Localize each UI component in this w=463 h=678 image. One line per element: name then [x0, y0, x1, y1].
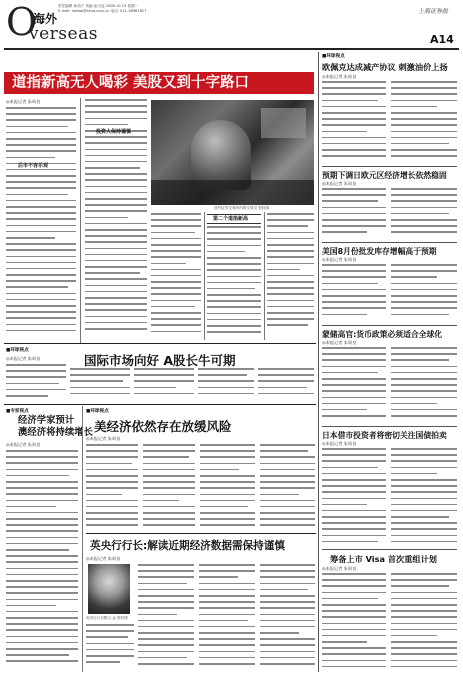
- right-headline-5: 日本借市投资者将密切关注国债拍卖: [322, 431, 447, 440]
- right-rule-5: [322, 549, 457, 550]
- lower-left-divider: [82, 406, 83, 672]
- lead-subhead-1: 后市不容乐观: [18, 163, 49, 169]
- right-story-1-col-b: [391, 81, 457, 163]
- right-byline-6: ◎本报记者 朱周良: [322, 566, 357, 571]
- right-headline-1: 欧佩克达成减产协议 刺激油价上扬: [322, 62, 448, 72]
- right-headline-2: 预期下调日欧元区经济增长依然稳固: [322, 171, 447, 180]
- lead-col-divider-1: [80, 98, 81, 343]
- right-story-6-col-b: [391, 573, 457, 673]
- brand-zh: 海外: [33, 12, 58, 26]
- page-number: A14: [430, 33, 454, 46]
- right-story-5-col-a: [322, 448, 386, 546]
- right-story-6-col-a: [322, 573, 386, 673]
- mid-tag: ■环球视点: [6, 348, 29, 353]
- right-story-3-col-b: [391, 264, 457, 322]
- brand-letter: O: [6, 0, 38, 44]
- right-rule-4: [322, 426, 457, 427]
- right-story-4-col-b: [391, 347, 457, 423]
- newspaper-logo: 上海证券报: [418, 8, 449, 15]
- brand-en: verseas: [29, 24, 98, 44]
- lower-main-headline: 美经济依然存在放缓风险: [94, 419, 232, 434]
- lead-subhead-3: 第二个道指新高: [213, 216, 249, 222]
- lower-top-rule: [4, 404, 316, 405]
- mid-col-3: [134, 368, 194, 400]
- lower-main-col-2: [143, 444, 195, 529]
- right-byline-1: ◎本报记者 朱周良: [322, 74, 357, 79]
- lead-col-4: [207, 226, 261, 338]
- right-column-divider: [318, 52, 319, 672]
- lower-main-byline: ◎本报记者 朱周良: [86, 436, 121, 441]
- bottom-photo-caption: 英央行行长默文·金 资料图: [86, 616, 128, 620]
- bottom-col-4: [260, 564, 315, 672]
- mid-col-5: [258, 368, 314, 400]
- mid-col-4: [198, 368, 254, 400]
- lead-col-divider-3: [264, 212, 265, 340]
- right-story-3-col-a: [322, 264, 386, 322]
- bottom-byline: ◎本报记者 朱周良: [86, 556, 121, 561]
- right-byline-2: ◎本报记者 朱周良: [322, 181, 357, 186]
- mid-headline: 国际市场向好 A股长牛可期: [84, 353, 236, 368]
- bottom-headline: 英央行行长:解读近期经济数据需保持谨慎: [90, 540, 285, 552]
- right-rule-2: [322, 242, 457, 243]
- right-byline-3: ◎本报记者 朱周良: [322, 257, 357, 262]
- right-story-4-col-a: [322, 347, 386, 423]
- lower-main-col-4: [260, 444, 315, 529]
- lower-main-col-3: [200, 444, 255, 529]
- lower-main-tag: ■环球视点: [86, 409, 109, 414]
- masthead-rule: [4, 48, 459, 50]
- right-story-5-col-b: [391, 448, 457, 546]
- lower-left-col: [6, 450, 78, 672]
- right-rule-1: [322, 166, 457, 167]
- bottom-photo: [88, 564, 130, 614]
- right-headline-4: 蒙储高官:货币政策必须适合全球化: [322, 330, 443, 339]
- lower-left-byline: ◎本报记者 朱周良: [6, 442, 41, 447]
- meta-line-2: E-mail: haiwai@shzq.com.cn 电话: 021-38967827: [58, 9, 147, 13]
- masthead: [0, 0, 463, 48]
- lead-photo-caption: 纽约证券交易所内的交易员 资料图: [214, 206, 270, 210]
- mid-col-1: [6, 364, 66, 400]
- photo-screen: [261, 108, 306, 138]
- right-rule-3: [322, 325, 457, 326]
- meta-line-1: 责任编辑 孙西宁 美编 崔川逵 2008.10.13 星期一: [58, 4, 139, 8]
- lead-photo: [151, 100, 314, 205]
- lower-main-col-1: [86, 444, 138, 529]
- lead-col-1: [6, 107, 76, 337]
- lead-col-5: [267, 213, 314, 338]
- lead-col-divider-2: [204, 212, 205, 340]
- lower-left-headline: 经济学家预计 澳经济将持续增长: [18, 415, 94, 438]
- mid-byline: ◎本报记者 朱周良: [6, 356, 41, 361]
- lower-left-tag: ■专家视点: [6, 409, 29, 414]
- right-byline-5: ◎本报记者 朱周良: [322, 441, 357, 446]
- photo-desk: [151, 180, 314, 205]
- right-headline-3: 美国8月份批发库存增幅高于预期: [322, 247, 437, 256]
- bottom-col-1: [86, 624, 134, 672]
- right-headline-6: 筹备上市 Visa 首次重组计划: [330, 554, 437, 564]
- lead-col-3: [151, 213, 201, 338]
- mid-col-2: [70, 368, 130, 400]
- lead-byline: ◎本报记者 朱周良: [6, 99, 41, 104]
- lead-subhead-2: 投资人保持谨慎: [96, 129, 132, 135]
- bottom-top-rule: [86, 533, 316, 534]
- right-story-1-col-a: [322, 81, 386, 163]
- right-tag: ■环球视点: [322, 54, 345, 59]
- bottom-col-2: [138, 564, 194, 672]
- right-story-2-col-a: [322, 188, 386, 240]
- lead-headline: 道指新高无人喝彩 美股又到十字路口: [12, 75, 250, 91]
- bottom-col-3: [199, 564, 255, 672]
- mid-top-rule: [4, 343, 316, 344]
- right-story-2-col-b: [391, 188, 457, 240]
- right-byline-4: ◎本报记者 朱周良: [322, 340, 357, 345]
